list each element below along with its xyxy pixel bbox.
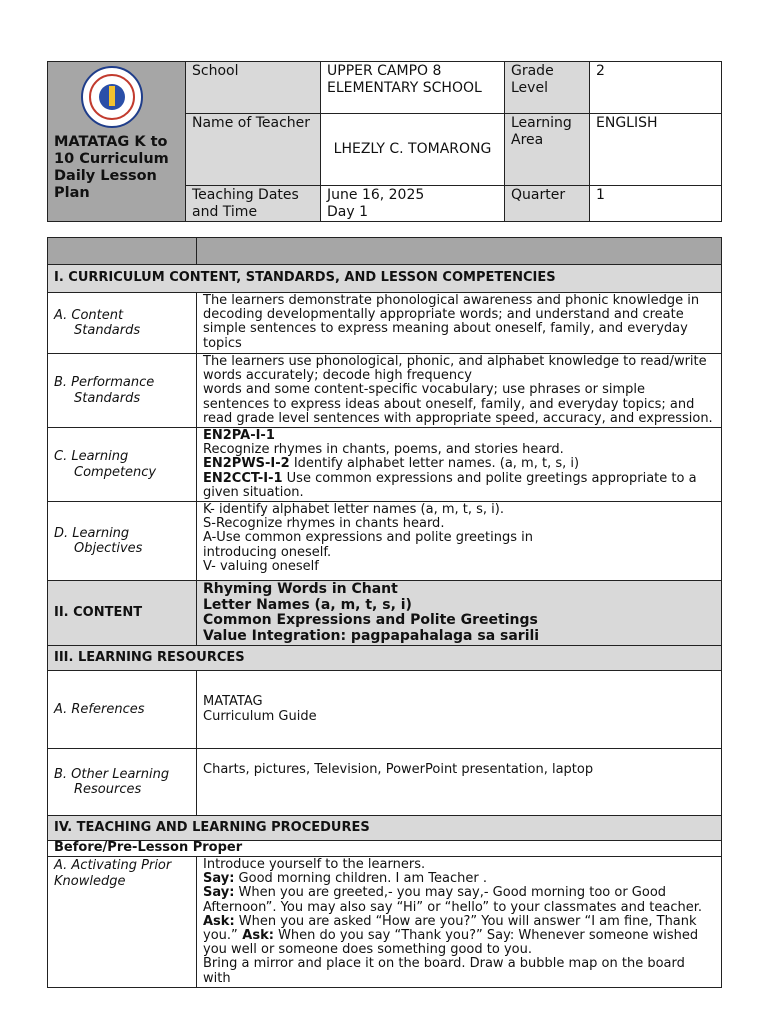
learning-objectives-label: D. Learning Objectives (48, 502, 197, 581)
section-curriculum-heading: I. CURRICULUM CONTENT, STANDARDS, AND LESSON COMPETENCIES (48, 265, 722, 293)
school-label: School (186, 62, 321, 114)
dates-value-day: Day 1 (327, 203, 369, 220)
content-item: Rhyming Words in Chant (203, 581, 398, 598)
content-item: Letter Names (a, m, t, s, i) (203, 596, 412, 613)
dates-label: Teaching Dates and Time (186, 186, 321, 222)
learning-competency-label: C. Learning Competency (48, 428, 197, 502)
objective-k: K- identify alphabet letter names (a, m, t, s, i). (203, 502, 504, 518)
quarter-value: 1 (590, 186, 722, 222)
blank-header-cell (48, 238, 197, 265)
content-items (197, 581, 722, 646)
school-value: UPPER CAMPO 8 ELEMENTARY SCHOOL (321, 62, 505, 114)
section-content-heading: II. CONTENT (48, 581, 197, 646)
area-label: Learning Area (505, 114, 590, 186)
logo-title-cell (48, 62, 186, 222)
content-standards-label: A. Content Standards (48, 293, 197, 354)
other-resources-label: B. Other Learning Resources (48, 749, 197, 816)
content-standards-text: The learners demonstrate phonological awareness and phonic knowledge in decoding developmentally appropriate words; and understand and create simple sentences to express meaning about oneself, family, and everyday topics (197, 293, 722, 354)
competency-code: EN2CCT-I-1 (203, 470, 283, 486)
activating-label: A. Activating Prior Knowledge (48, 857, 197, 988)
quarter-label: Quarter (505, 186, 590, 222)
activating-text: Introduce yourself to the learners. Say: Good morning children. I am Teacher . Say: When you are greeted,- you may say,- Good morning too or Good Afternoon”. You may also say “Hi” or “hello” to your classmates and teacher. Ask: When you are asked “How are you?” You will answer “I am fine, Thank you.” Ask: When do you say “Thank you?” Say: Whenever someone wished you well or someone does something good to you. Bring a mirror and place it on the board. Draw a bubble map on the board with (197, 857, 722, 988)
doc-title: MATATAG K to 10 Curriculum Daily Lesson Plan (54, 134, 169, 201)
competency-code: EN2PWS-I-2 (203, 456, 290, 472)
dates-value-date: June 16, 2025 (327, 187, 425, 203)
performance-standards-text: The learners use phonological, phonic, and alphabet knowledge to read/write words accurately; decode high frequency words and some content-specific vocabulary; use phrases or simple sentences to express ideas about oneself, family, and everyday topics; and read grade level sentences with appropriate speed, accuracy, and expression. (197, 354, 722, 428)
objective-s: S-Recognize rhymes in chants heard. (203, 516, 445, 532)
section-resources-heading: III. LEARNING RESOURCES (48, 646, 722, 671)
lesson-plan-body-table (47, 237, 722, 988)
performance-standards-label: B. Performance Standards (48, 354, 197, 428)
lesson-plan-header-table (47, 61, 722, 222)
before-lesson-heading: Before/Pre-Lesson Proper (48, 841, 722, 857)
deped-seal-icon (81, 66, 143, 128)
content-item: Value Integration: pagpapahalaga sa sarili (203, 627, 540, 644)
dates-value (321, 186, 505, 222)
other-resources-text: Charts, pictures, Television, PowerPoint presentation, laptop (197, 749, 722, 816)
references-text: MATATAG Curriculum Guide (197, 671, 722, 749)
learning-competency-text: EN2PA-I-1 Recognize rhymes in chants, poems, and stories heard. EN2PWS-I-2 Identify alphabet letter names. (a, m, t, s, i) EN2CCT-I-1 Use common expressions and polite greetings appropriate to a given situation. (197, 428, 722, 502)
area-value: ENGLISH (590, 114, 722, 186)
teacher-label: Name of Teacher (186, 114, 321, 186)
content-item: Common Expressions and Polite Greetings (203, 612, 538, 629)
references-label: A. References (48, 671, 197, 749)
grade-value: 2 (590, 62, 722, 114)
section-procedures-heading: IV. TEACHING AND LEARNING PROCEDURES (48, 816, 722, 841)
objective-v: V- valuing oneself (203, 558, 319, 574)
learning-objectives-text (197, 502, 722, 581)
blank-header-cell (197, 238, 722, 265)
objective-a: A-Use common expressions and polite greetings in introducing oneself. (203, 530, 534, 560)
grade-label: Grade Level (505, 62, 590, 114)
competency-code: EN2PA-I-1 (203, 428, 275, 444)
teacher-value: LHEZLY C. TOMARONG (321, 114, 505, 186)
